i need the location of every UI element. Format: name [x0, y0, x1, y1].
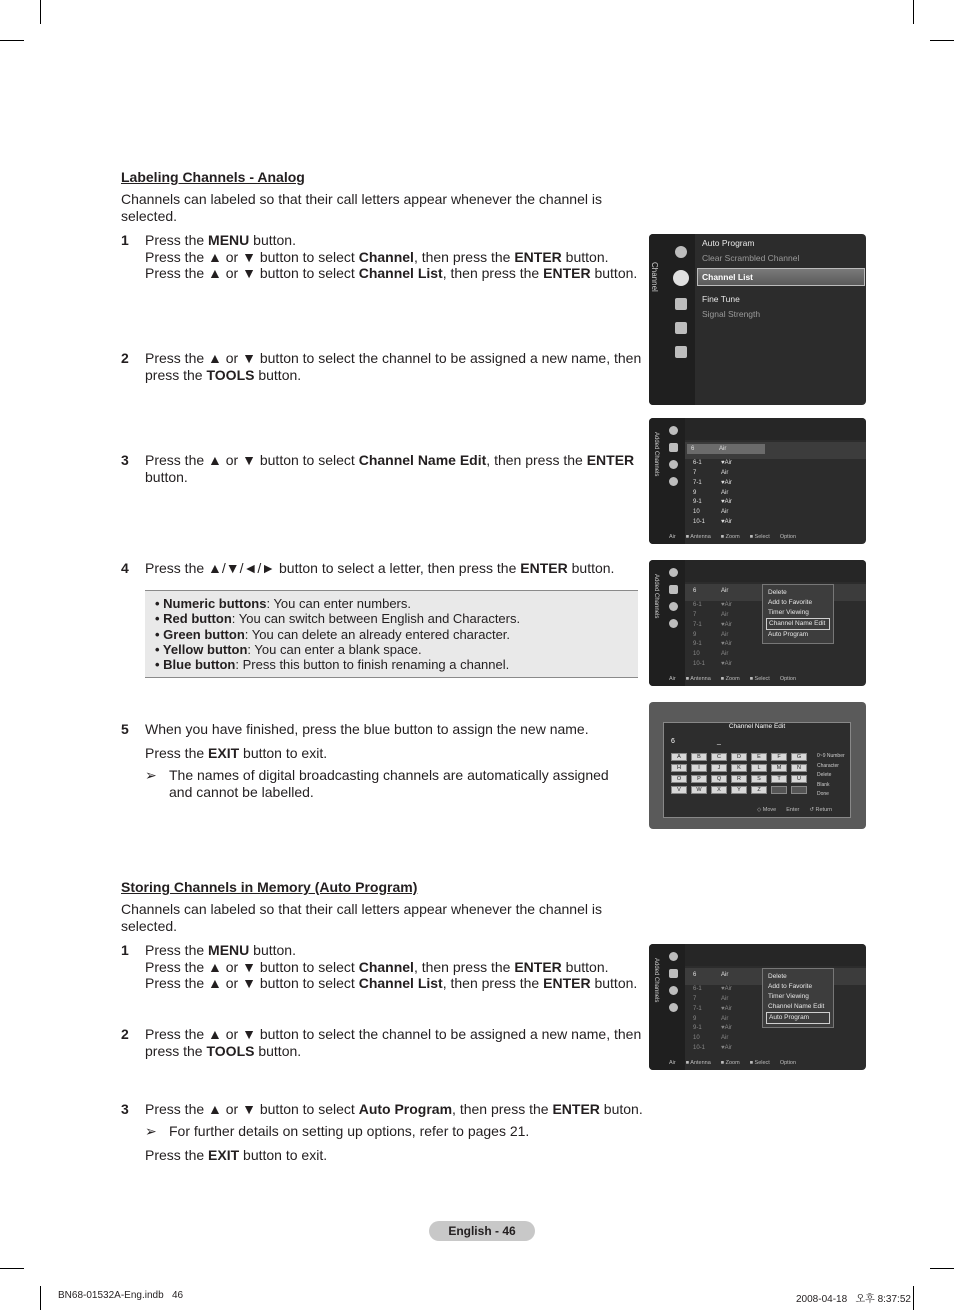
keyboard-key[interactable]: F: [771, 753, 787, 761]
keyboard-key[interactable]: P: [691, 775, 707, 783]
input-icon: [675, 322, 687, 334]
step-text: [145, 1026, 641, 1059]
page-number-badge: English - 46: [429, 1221, 535, 1241]
favorite-icon: [669, 986, 678, 995]
channel-row[interactable]: 7 Air: [693, 470, 729, 476]
step-number: 1: [121, 232, 129, 248]
name-edit-legend: 0~9 Number Character Delete Blank Done: [817, 753, 845, 797]
list-footer: Air ■ Antenna ■ Zoom ■ Select Option: [669, 534, 797, 540]
keyboard-key[interactable]: W: [691, 786, 707, 794]
keyboard-key[interactable]: C: [711, 753, 727, 761]
keyboard-key[interactable]: [771, 786, 787, 794]
note-line: • Yellow button: You can enter a blank space.: [155, 641, 422, 657]
keyboard-key[interactable]: J: [711, 764, 727, 772]
note-line: • Red button: You can switch between English and Characters.: [155, 611, 521, 627]
crop-mark: [0, 1268, 24, 1269]
keyboard-key[interactable]: Q: [711, 775, 727, 783]
keyboard-key[interactable]: Z: [751, 786, 767, 794]
list-footer: Air ■ Antenna ■ Zoom ■ Select Option: [669, 1060, 797, 1066]
added-icon: [669, 443, 678, 452]
step-line: button.: [145, 468, 188, 485]
menu-item[interactable]: Auto Program: [702, 238, 755, 248]
crop-mark: [930, 1268, 954, 1269]
note-line: • Green button: You can delete an already entered character.: [155, 626, 511, 642]
step-line: Press the MENU button.: [145, 942, 296, 958]
keyboard-key[interactable]: X: [711, 786, 727, 794]
crop-mark: [40, 1286, 41, 1310]
crop-mark: [913, 1286, 914, 1310]
popup-item[interactable]: Delete: [768, 589, 787, 596]
popup-item[interactable]: Add to Favorite: [768, 599, 813, 606]
list-side-label: Added Channels: [653, 432, 659, 477]
section-heading: Storing Channels in Memory (Auto Program): [121, 879, 418, 895]
programmed-icon: [669, 1003, 678, 1012]
channel-row-selected[interactable]: 6 Air: [687, 444, 765, 454]
arrow-note: [145, 1123, 635, 1140]
favorite-icon: [669, 460, 678, 469]
channel-row[interactable]: 9 Air: [693, 490, 729, 496]
channel-row[interactable]: 7 Air: [693, 996, 729, 1002]
tv-screen-tools-name-edit: [649, 560, 866, 686]
note-line: • Blue button: Press this button to finish renaming a channel.: [155, 657, 510, 673]
tools-popup: [762, 968, 834, 1028]
keyboard-key[interactable]: I: [691, 764, 707, 772]
channel-row[interactable]: 6-1 ♥Air: [693, 986, 732, 992]
menu-item[interactable]: Clear Scrambled Channel: [702, 253, 800, 263]
step-line: When you have finished, press the blue button to assign the new name.: [145, 721, 589, 737]
arrow-icon: ➢: [145, 767, 157, 783]
arrow-note: [145, 767, 635, 801]
popup-item[interactable]: Auto Program: [768, 631, 809, 638]
list-side-label: Added Channels: [653, 574, 659, 619]
step-line: Press the ▲ or ▼ button to select Auto Program, then press the ENTER buton.: [145, 1101, 643, 1117]
channel-row-selected[interactable]: 6 Air: [693, 972, 729, 978]
keyboard-key[interactable]: M: [771, 764, 787, 772]
step-line: Press the ▲ or ▼ button to select the channel to be assigned a new name, then: [145, 350, 642, 366]
programmed-icon: [669, 619, 678, 628]
section-intro: Channels can labeled so that their call letters appear whenever the channel is selected.: [121, 901, 602, 934]
step-text: [145, 452, 634, 485]
keyboard-key[interactable]: S: [751, 775, 767, 783]
channel-icon: [673, 270, 689, 286]
channel-row[interactable]: 9 Air: [693, 1016, 729, 1022]
tv-screen-channel-menu: [649, 234, 866, 405]
step-text: [145, 350, 641, 383]
channel-row[interactable]: 6-1 ♥Air: [693, 460, 732, 466]
crop-mark: [40, 0, 41, 24]
step-line: press the TOOLS button.: [145, 1042, 302, 1059]
favorite-icon: [669, 602, 678, 611]
keyboard-key[interactable]: G: [791, 753, 807, 761]
tv-screen-channel-list: [649, 418, 866, 544]
arrow-note-text: For further details on setting up options, refer to pages 21.: [169, 1123, 530, 1139]
keyboard-key[interactable]: O: [671, 775, 687, 783]
step-line: press the TOOLS button.: [145, 366, 302, 383]
channel-row[interactable]: 10-1 ♥Air: [693, 1045, 732, 1051]
arrow-note-text: The names of digital broadcasting channels are automatically assigned and cannot be labelled.: [169, 767, 609, 800]
menu-side-label: Channel: [650, 262, 659, 292]
step-line: Press the ▲ or ▼ button to select Channel, then press the ENTER button.: [145, 958, 609, 975]
popup-item[interactable]: Add to Favorite: [768, 983, 813, 990]
keyboard-key[interactable]: D: [731, 753, 747, 761]
keyboard-key[interactable]: R: [731, 775, 747, 783]
print-footer-right: 2008-04-18 오후 8:37:52: [796, 1294, 911, 1305]
menu-item-selected[interactable]: Channel List: [697, 268, 865, 286]
step-text: [145, 942, 637, 992]
popup-item[interactable]: Timer Viewing: [768, 609, 809, 616]
added-icon: [669, 969, 678, 978]
channel-row[interactable]: 10-1 ♥Air: [693, 519, 732, 525]
name-edit-channel: 6: [671, 738, 675, 745]
keyboard-key[interactable]: V: [671, 786, 687, 794]
step-line: Press the ▲ or ▼ button to select Channel List, then press the ENTER button.: [145, 265, 638, 282]
channel-row[interactable]: 7-1 ♥Air: [693, 1006, 732, 1012]
channel-row[interactable]: 7-1 ♥Air: [693, 480, 732, 486]
step-text: [145, 1101, 643, 1118]
step-text: [145, 560, 614, 577]
step-number: 2: [121, 350, 129, 366]
popup-item[interactable]: Delete: [768, 973, 787, 980]
channel-row[interactable]: 10-1 ♥Air: [693, 661, 732, 667]
keyboard-key[interactable]: N: [791, 764, 807, 772]
tv-screen-name-edit: [649, 702, 866, 829]
application-icon: [675, 346, 687, 358]
button-notes-box: [145, 590, 638, 678]
name-edit-footer: ◇ Move Enter ↺ Return: [757, 807, 833, 813]
step-number: 5: [121, 721, 129, 737]
step-number: 4: [121, 560, 129, 576]
added-icon: [669, 585, 678, 594]
keyboard-key[interactable]: K: [731, 764, 747, 772]
all-icon: [669, 426, 678, 435]
channel-row[interactable]: 6-1 ♥Air: [693, 602, 732, 608]
all-icon: [669, 952, 678, 961]
channel-row[interactable]: 9 Air: [693, 632, 729, 638]
crop-mark: [913, 0, 914, 24]
step-text: [145, 232, 637, 282]
keyboard-key[interactable]: L: [751, 764, 767, 772]
picture-icon: [675, 246, 687, 258]
exit-instruction: Press the EXIT button to exit.: [145, 1147, 328, 1163]
channel-row-selected[interactable]: 6 Air: [693, 588, 729, 594]
step-line: Press the MENU button.: [145, 232, 296, 248]
note-line: • Numeric buttons: You can enter numbers.: [155, 596, 411, 611]
popup-item-selected[interactable]: Auto Program: [766, 1012, 830, 1024]
section-heading: Labeling Channels - Analog: [121, 169, 305, 185]
keyboard-key[interactable]: H: [671, 764, 687, 772]
print-footer-left: BN68-01532A-Eng.indb 46: [58, 1290, 184, 1301]
step-line: Press the ▲/▼/◄/► button to select a letter, then press the ENTER button.: [145, 560, 615, 576]
channel-row[interactable]: 9-1 ♥Air: [693, 499, 732, 505]
step-number: 2: [121, 1026, 129, 1042]
name-edit-cursor: _: [717, 738, 721, 745]
menu-item[interactable]: Fine Tune: [702, 294, 740, 304]
channel-row[interactable]: 9-1 ♥Air: [693, 641, 732, 647]
step-text: [145, 721, 589, 738]
programmed-icon: [669, 477, 678, 486]
keyboard-key[interactable]: A: [671, 753, 687, 761]
keyboard-key[interactable]: T: [771, 775, 787, 783]
popup-item-selected[interactable]: Channel Name Edit: [766, 618, 830, 630]
step-number: 3: [121, 1101, 129, 1117]
section-intro: Channels can labeled so that their call letters appear whenever the channel is selected.: [121, 191, 602, 224]
tools-popup: [762, 584, 834, 644]
list-side-label: Added Channels: [653, 958, 659, 1003]
step-number: 1: [121, 942, 129, 958]
keyboard-key[interactable]: U: [791, 775, 807, 783]
menu-item[interactable]: Signal Strength: [702, 309, 761, 319]
tv-screen-tools-auto-program: [649, 944, 866, 1070]
channel-row[interactable]: 10 Air: [693, 651, 729, 657]
list-footer: Air ■ Antenna ■ Zoom ■ Select Option: [669, 676, 797, 682]
keyboard-key[interactable]: B: [691, 753, 707, 761]
step-number: 3: [121, 452, 129, 468]
step-line: Press the ▲ or ▼ button to select Channel List, then press the ENTER button.: [145, 975, 638, 992]
keyboard-key[interactable]: [791, 786, 807, 794]
crop-mark: [930, 40, 954, 41]
step-line: Press the ▲ or ▼ button to select Channel Name Edit, then press the ENTER: [145, 452, 635, 468]
arrow-icon: ➢: [145, 1123, 157, 1139]
crop-mark: [0, 40, 24, 41]
popup-item[interactable]: Channel Name Edit: [768, 1003, 825, 1010]
step-line: Press the ▲ or ▼ button to select the channel to be assigned a new name, then: [145, 1026, 642, 1042]
setup-icon: [675, 298, 687, 310]
channel-row[interactable]: 10 Air: [693, 509, 729, 515]
keyboard-key[interactable]: E: [751, 753, 767, 761]
all-icon: [669, 568, 678, 577]
channel-row[interactable]: 10 Air: [693, 1035, 729, 1041]
exit-instruction: Press the EXIT button to exit.: [145, 745, 328, 761]
step-line: Press the ▲ or ▼ button to select Channel, then press the ENTER button.: [145, 248, 609, 265]
channel-row[interactable]: 7 Air: [693, 612, 729, 618]
name-edit-title: Channel Name Edit: [728, 723, 786, 730]
channel-row[interactable]: 7-1 ♥Air: [693, 622, 732, 628]
keyboard-key[interactable]: Y: [731, 786, 747, 794]
channel-row[interactable]: 9-1 ♥Air: [693, 1025, 732, 1031]
popup-item[interactable]: Timer Viewing: [768, 993, 809, 1000]
